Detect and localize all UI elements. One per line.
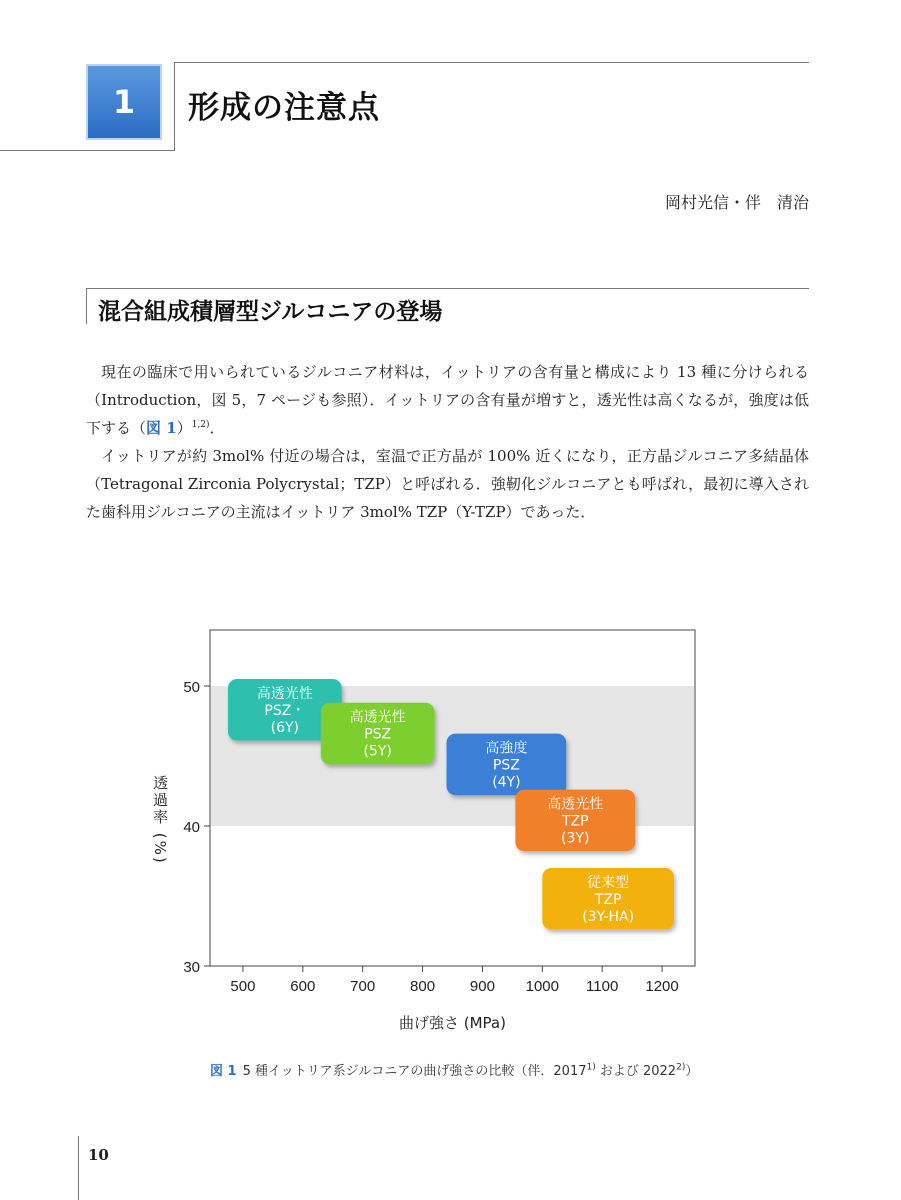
paragraph-1-text-c: ． — [209, 419, 225, 437]
x-tick-label: 1100 — [586, 978, 619, 995]
x-tick-label: 800 — [410, 978, 436, 995]
paragraph-1-text-b: ） — [176, 419, 192, 437]
paragraph-2: イットリアが約 3mol% 付近の場合は，室温で正方晶が 100% 近くになり，正方晶ジルコニア多結晶体（Tetragonal Zirconia Polycrystal；TZP）と呼ばれる．強靭化ジルコニアとも呼ばれ，最初に導入された歯科用ジルコニアの主流はイットリア 3mol% TZP（Y-TZP）であった． — [86, 447, 809, 521]
zirconia-box-label: PSZ — [364, 726, 392, 743]
x-tick-label: 600 — [290, 978, 316, 995]
zirconia-box-label: (3Y) — [561, 830, 590, 847]
section-title: 混合組成積層型ジルコニアの登場 — [98, 299, 443, 325]
page-number: 10 — [88, 1146, 109, 1164]
y-axis-label: 透過率 (%) — [151, 775, 169, 865]
x-tick-label: 500 — [230, 978, 256, 995]
zirconia-box-label: TZP — [561, 813, 589, 830]
y-tick-label: 30 — [183, 959, 200, 976]
zirconia-box-label: PSZ — [492, 757, 520, 774]
page-number-rule — [78, 1136, 79, 1200]
caption-sup-1: 1) — [586, 1062, 596, 1073]
y-tick-label: 50 — [183, 679, 200, 696]
paragraph-1-text-a: 現在の臨床で用いられているジルコニア材料は，イットリアの含有量と構成により 13 種に分けられる（Introduction，図 5，7 ページも参照）．イットリアの含有量が増すと，透光性は高くなるが，強度は低下する（ — [86, 363, 809, 437]
zirconia-box-label: 高透光性 — [256, 685, 313, 702]
zirconia-box-label: 高強度 — [485, 740, 528, 757]
x-tick-label: 1200 — [645, 978, 679, 995]
figure-caption — [210, 1062, 710, 1082]
caption-sup-2: 2) — [676, 1062, 686, 1073]
zirconia-box-label: (3Y-HA) — [582, 908, 635, 925]
caption-text-b: および 2022 — [595, 1064, 677, 1079]
caption-label: 図 1 — [210, 1064, 237, 1079]
figure-1-reference[interactable]: 図 1 — [146, 419, 177, 437]
caption-text-a: 5 種イットリア系ジルコニアの曲げ強さの比較（伴．2017 — [242, 1064, 587, 1079]
zirconia-box-label: (5Y) — [363, 743, 392, 760]
chapter-title: 形成の注意点 — [188, 90, 380, 126]
x-tick-label: 700 — [350, 978, 376, 995]
zirconia-box-label: (6Y) — [270, 719, 300, 736]
zirconia-box-label: (4Y) — [492, 774, 521, 791]
x-tick-label: 1000 — [525, 978, 560, 995]
x-axis-label: 曲げ強さ (MPa) — [399, 1014, 506, 1032]
zirconia-box-label: 高透光性 — [349, 709, 406, 726]
citation-superscript: 1,2) — [191, 420, 210, 430]
zirconia-box-label: PSZ・ — [264, 702, 306, 719]
x-tick-label: 900 — [469, 978, 495, 995]
zirconia-box-label: 従来型 — [587, 874, 630, 891]
authors: 岡村光信・伴 清治 — [664, 193, 809, 212]
zirconia-box-label: 高透光性 — [547, 796, 604, 813]
zirconia-box-label: TZP — [594, 891, 622, 908]
y-tick-label: 40 — [183, 819, 200, 836]
chapter-number-box: 1 — [86, 64, 162, 140]
caption-text-c: ） — [685, 1064, 699, 1079]
